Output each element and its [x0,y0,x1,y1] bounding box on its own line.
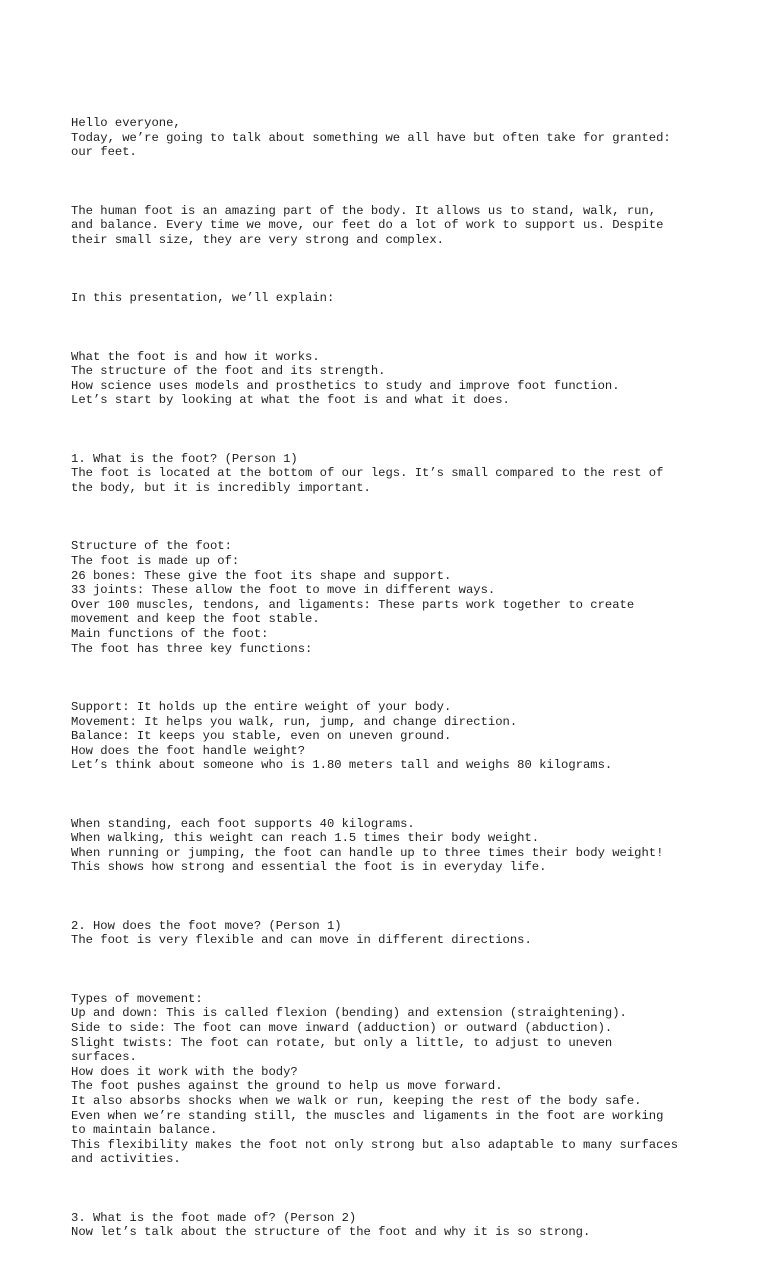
paragraph-section-2: 2. How does the foot move? (Person 1) The foot is very flexible and can move in different directions. [71,918,532,948]
paragraph-structure: Structure of the foot: The foot is made up of: 26 bones: These give the foot its shape and support. 33 joints: These allow the foot to move in different ways. Over 100 muscles, tendons, and ligaments: These parts work together to create movement and keep the foot stable. Main functions of the foot: The foot has three key functions: [71,539,635,656]
paragraph-intro: The human foot is an amazing part of the body. It allows us to stand, walk, run, and balance. Every time we move, our feet do a lot of work to support us. Despite their small size, they are very strong and complex. [71,203,664,247]
paragraph-section-3: 3. What is the foot made of? (Person 2) Now let’s talk about the structure of the foot and why it is so strong. [71,1210,591,1240]
paragraph-greeting: Hello everyone, Today, we’re going to talk about something we all have but often take for granted: our feet. [71,116,671,160]
paragraph-weight: When standing, each foot supports 40 kilograms. When walking, this weight can reach 1.5 times their body weight. When running or jumping, the foot can handle up to three times their body weight! This shows how strong and essential the foot is in everyday life. [71,816,664,875]
paragraph-functions: Support: It holds up the entire weight of your body. Movement: It helps you walk, run, jump, and change direction. Balance: It keeps you stable, even on uneven ground. How does the foot handle weight? Let’s think about someone who is 1.80 meters tall and weighs 80 kilograms. [71,699,613,773]
document-body [71,87,728,1284]
paragraph-presentation-outline: What the foot is and how it works. The structure of the foot and its strength. How science uses models and prosthetics to study and improve foot function. Let’s start by looking at what the foot is and what it does. [71,349,620,408]
paragraph-section-1: 1. What is the foot? (Person 1) The foot is located at the bottom of our legs. It’s small compared to the rest of the body, but it is incredibly important. [71,451,664,496]
paragraph-presentation-outline-heading: In this presentation, we’ll explain: [71,291,335,306]
paragraph-movement: Types of movement: Up and down: This is called flexion (bending) and extension (straightening). Side to side: The foot can move inward (adduction) or outward (abduction). Slight twists: The foot can rotate, but only a little, to adjust to uneven surfaces. How does it work with the body? The foot pushes against the ground to help us move forward. It also absorbs shocks when we walk or run, keeping the rest of the body safe. Even when we’re standing still, the muscles and ligaments in the foot are working to maintain balance. This flexibility makes the foot not only strong but also adaptable to many surfaces and activities. [71,991,679,1167]
